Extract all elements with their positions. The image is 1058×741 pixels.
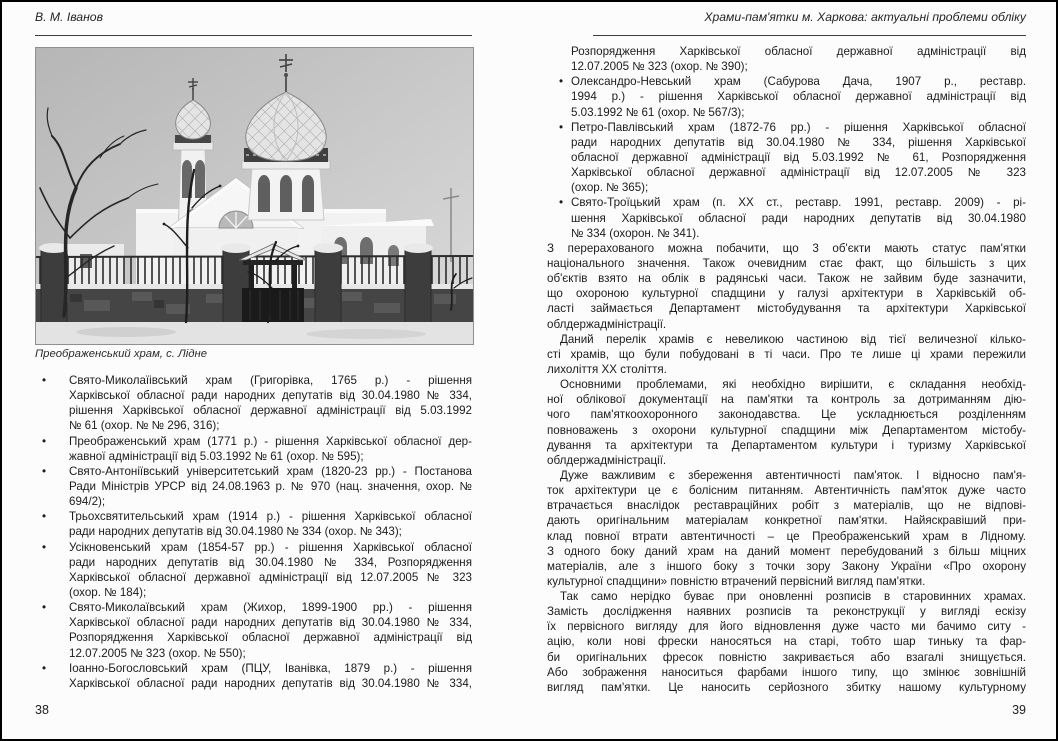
header-rule <box>35 35 472 36</box>
text-line: вигляд пам'ятки. Це наносить серйозного збитку нашому культурному <box>547 680 1026 694</box>
text-line: З перерахованого можна побачити, що 3 об'єкти мають статус пам'ятки <box>547 241 1026 255</box>
text-line: жавної адміністрації від 5.03.1992 № 61 (охор. № 595); <box>69 449 364 463</box>
header-rule <box>593 35 1026 36</box>
text-line: Так само нерідко буває при оновленні розписів в старовинних храмах. <box>560 590 1026 604</box>
running-head-author: В. М. Іванов <box>35 10 103 24</box>
text-line: культурної спадщини» повністю втрачений первісний вигляд пам'ятки. <box>547 574 926 588</box>
page-right <box>547 2 1026 739</box>
text-line: чого пам'яткоохоронного законодавства. Це ускладнюється розділенням <box>547 408 1026 422</box>
text-line: Або зображення наноситься фарбами іншого типу, що змінює зовнішній <box>547 665 1026 679</box>
page-left <box>35 2 472 739</box>
text-line: ної облікової документації на пам'ятки та контроль за дотриманням дію- <box>547 393 1026 407</box>
list-item <box>547 120 1026 196</box>
text-line: об'єктів взято на облік в радянські часи. Також не зайвим буде зазначити, <box>547 272 1026 286</box>
text-line: ацію, коли нові фрески наносяться на старі, тобто шар тиньку та фар- <box>547 635 1026 649</box>
page-number-right: 39 <box>1012 703 1026 717</box>
text-line: матеріалів, але з іншого боку з точки зору Закону України «Про охорону <box>547 559 1026 573</box>
text-blocks-right <box>547 44 1026 695</box>
page-number-left: 38 <box>35 703 49 717</box>
text-line: що охороною культурної спадщини у галузі архітектури в Харківській об- <box>547 287 1026 301</box>
paragraph <box>547 332 1026 377</box>
text-line: Замість дослідження наявних розписів та реконструкції у вигляді ескізу <box>547 605 1026 619</box>
list-item <box>547 74 1026 119</box>
text-line: Дуже важливим є збереження автентичності пам'яток. І відносно пам'я- <box>560 468 1026 482</box>
text-blocks-left <box>35 373 472 691</box>
text-line: облдержадміністрації. <box>547 317 667 331</box>
list-item <box>35 540 472 601</box>
list-item <box>547 195 1026 240</box>
text-line: Розпорядження Харківської обласної державної адміністрації від <box>571 45 1026 58</box>
text-line: би оригінальних фресок повністю закривається або взагалі знищується. <box>547 650 1026 664</box>
text-line: 5.03.1992 № 61 (охор. № 567/3); <box>571 105 745 119</box>
text-line: Харківської обласної ради народних депутатів від 30.04.1980 № 334, <box>69 616 472 630</box>
text-line: сті храмів, що були побудовані в ті часи. Про те лише ці храми пережили <box>547 347 1026 361</box>
text-line: З одного боку даний храм на даний момент перебудований з більш міцних <box>547 544 1026 558</box>
text-line: їх первісного вигляду для його відновлення дуже часто ми бачимо ситу - <box>547 620 1026 634</box>
bullet-marker: • <box>559 120 564 134</box>
paragraph <box>547 589 1026 695</box>
church-photo <box>35 47 474 345</box>
text-line: дають оригінальним матеріалам конкретної пам'ятки. Найяскравіший при- <box>547 514 1026 528</box>
bullet-marker: • <box>42 434 47 448</box>
list-item <box>35 661 472 691</box>
text-line: Харківської обласної державної адміністрації від 12.07.2005 № 323 <box>69 570 472 584</box>
list-item <box>35 509 472 539</box>
text-line: 12.07.2005 № 323 (охор. № 390); <box>571 60 748 74</box>
paragraph <box>547 468 1026 589</box>
text-line: дування та архітектури та Департаментом культури і туризму Харківської <box>547 438 1026 452</box>
list-item <box>35 434 472 464</box>
text-line: Петро-Павлівський храм (1872-76 рр.) - рішення Харківської обласної <box>571 120 1026 134</box>
text-line: ради народних депутатів від 30.04.1980 № 334, рішення Харківської <box>571 135 1026 149</box>
text-line: Свято-Антоніївський університетський храм (1820-23 рр.) - Постанова <box>69 464 472 478</box>
text-line: Свято-Миколаїівський храм (Григорівка, 1765 р.) - рішення <box>69 374 472 387</box>
church-illustration <box>36 48 473 344</box>
text-line: Даний перелік храмів є невеликою частиною від тієї величезної кілько- <box>560 332 1026 346</box>
text-line: Харківської обласної ради народних депутатів від 30.04.1980 № 334, <box>69 676 472 690</box>
text-line: Преображенський храм (1771 р.) - рішення Харківської обласної дер- <box>69 434 472 448</box>
text-line: ток архітектури це є болісним питанням. Автентичність пам'яток дуже часто <box>547 484 1026 498</box>
text-line: 1994 р.) - рішення Харківської обласної державної адміністрації від <box>571 90 1026 104</box>
bullet-marker: • <box>42 540 47 554</box>
text-line: Ради Міністрів УРСР від 24.08.1963 р. № 970 (нац. значення, охор. № <box>69 479 472 493</box>
text-line: № 61 (охор. № № 296, 316); <box>69 419 220 433</box>
text-line: (охор. № 365); <box>571 181 649 195</box>
text-line: повноважень з охорони культурної спадщини між Департаментом містобу- <box>547 423 1026 437</box>
text-line: Трьохсвятительський храм (1914 р.) - рішення Харківської обласної <box>69 510 472 524</box>
running-head-title: Храми-пам'ятки м. Харкова: актуальні проблеми обліку <box>704 10 1026 24</box>
bullet-marker: • <box>42 601 47 615</box>
text-line: Харківської обласної державної адміністрації від 12.07.2005 № 323 <box>571 166 1026 180</box>
text-line: Харківської обласної ради народних депутатів від 30.04.1980 № 334, <box>69 389 472 403</box>
text-line: ради народних депутатів від 30.04.1980 № 334 (охор. № 343); <box>69 525 402 539</box>
text-line: Олександро-Невський храм (Сабурова Дача, 1907 р., реставр. <box>571 75 1026 89</box>
text-line: лихоліття XX століття. <box>547 362 667 376</box>
photo-caption: Преображенський храм, с. Лідне <box>35 348 208 360</box>
text-line: ласті займається Департамент містобудування та архітектури Харківської <box>547 302 1026 316</box>
list-item <box>547 44 1026 74</box>
list-item <box>35 373 472 434</box>
text-line: Свято-Миколаївський храм (Жихор, 1899-1900 рр.) - рішення <box>69 601 472 615</box>
bullet-marker: • <box>42 464 47 478</box>
text-line: втрачається внаслідок реставраційних робіт з матеріалів, що не відпові- <box>547 499 1026 513</box>
text-line: Розпорядження Харківської обласної державної адміністрації від <box>69 631 472 645</box>
text-line: рішення Харківської обласної державної адміністрації від 5.03.1992 <box>69 404 472 418</box>
text-line: облдержадміністрації. <box>547 453 667 467</box>
text-line: Іоанно-Богословський храм (ПЦУ, Іванівка, 1879 р.) - рішення <box>69 661 472 675</box>
bullet-marker: • <box>42 661 47 675</box>
list-item <box>35 600 472 661</box>
paragraph <box>547 377 1026 468</box>
text-line: ради народних депутатів від 30.04.1980 № 334, Розпорядження <box>69 555 472 569</box>
text-line: № 334 (охорон. № 341). <box>571 226 700 240</box>
paragraph <box>547 241 1026 332</box>
text-line: національного значення. Також очевидним стає факт, що більшість з цих <box>547 256 1026 270</box>
bullet-marker: • <box>559 196 564 210</box>
text-line: (охор. № 184); <box>69 585 147 599</box>
text-line: обласної державної адміністрації від 5.03.1992 № 61, Розпорядження <box>571 150 1026 164</box>
bullet-marker: • <box>559 75 564 89</box>
text-line: 694/2); <box>69 495 106 509</box>
list-item <box>35 464 472 509</box>
text-line: 12.07.2005 № 323 (охор. № 550); <box>69 646 246 660</box>
bullet-marker: • <box>42 374 47 387</box>
bullet-marker: • <box>42 510 47 524</box>
text-line: шення Харківської обласної ради народних депутатів від 30.04.1980 <box>571 211 1026 225</box>
text-line: Свято-Троїцький храм (п. XX ст., реставр. 1991, реставр. 2009) - рі- <box>571 196 1026 210</box>
text-line: Основними проблемами, які необхідно вирішити, є складання необхід- <box>560 378 1026 392</box>
text-line: Усікновенський храм (1854-57 рр.) - рішення Харківської обласної <box>69 540 472 554</box>
text-line: клад повної втрати автентичності – це Преображенський храм в Лідному. <box>547 529 1026 543</box>
